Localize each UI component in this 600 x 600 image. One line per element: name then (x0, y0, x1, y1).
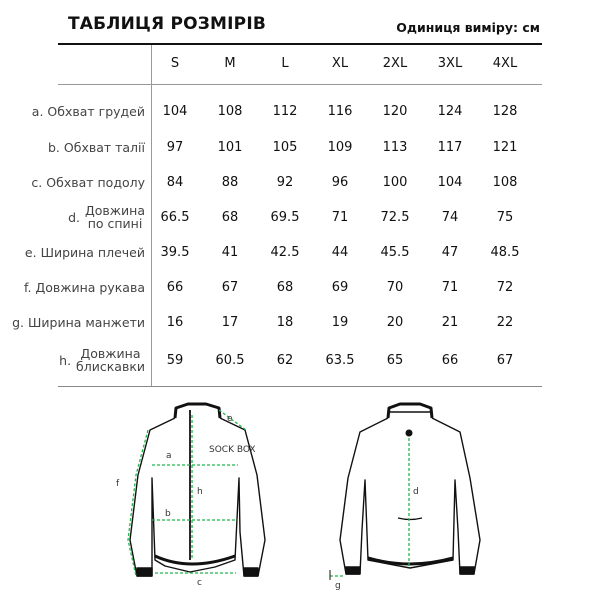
back-cuff-left (346, 567, 360, 574)
table-cell: 22 (496, 315, 514, 330)
table-cell: 72 (496, 280, 514, 295)
table-cell: 108 (492, 175, 518, 190)
row-letter: h. (59, 352, 72, 368)
front-cuff-left (137, 568, 152, 576)
table-cell: 71 (441, 280, 459, 295)
table-cell: 44 (331, 245, 349, 260)
table-cell: 18 (276, 315, 294, 330)
unit-note: Одиниця виміру: см (396, 20, 540, 35)
table-cell: 128 (492, 104, 518, 119)
table-cell: 100 (382, 175, 408, 190)
table-cell: 48.5 (490, 245, 520, 260)
table-cell: 120 (382, 104, 408, 119)
table-cell: 69.5 (270, 210, 300, 225)
table-cell: 108 (217, 104, 243, 119)
table-cell: 104 (162, 104, 188, 119)
table-cell: 62 (276, 353, 294, 368)
table-cell: 68 (221, 210, 239, 225)
table-cell: 20 (386, 315, 404, 330)
size-header-l: L (281, 56, 289, 71)
size-header-s: S (170, 56, 180, 71)
table-cell: 124 (437, 104, 463, 119)
label-g: g (335, 581, 341, 591)
row-label-line1: Довжина (85, 203, 145, 218)
table-cell: 66.5 (160, 210, 190, 225)
table-cell: 71 (331, 210, 349, 225)
size-header-2xl: 2XL (382, 56, 408, 71)
table-cell: 66 (166, 280, 184, 295)
table-cell: 97 (166, 140, 184, 155)
row-letter: g. (12, 315, 25, 330)
table-cell: 116 (327, 104, 353, 119)
row-letter: e. (24, 245, 37, 260)
back-pocket (398, 518, 422, 520)
back-collar (388, 404, 432, 418)
row-label-text: Ширина манжети (28, 315, 145, 330)
size-header-4xl: 4XL (492, 56, 518, 71)
row-label-text: Довжина рукава (35, 280, 145, 295)
row-label-line1: Довжина (80, 346, 141, 361)
table-cell: 63.5 (325, 353, 355, 368)
table-cell: 104 (437, 175, 463, 190)
table-cell: 47 (441, 245, 459, 260)
label-b: b (165, 509, 171, 519)
table-cell: 67 (496, 353, 514, 368)
row-label-line2: по спині (87, 216, 143, 231)
table-cell: 88 (221, 175, 239, 190)
label-d: d (413, 487, 419, 497)
front-cuff-right (244, 568, 258, 576)
back-body-outline (340, 418, 480, 574)
front-hem (155, 556, 235, 564)
table-cell: 92 (276, 175, 294, 190)
row-label-line2: блискавки (76, 359, 145, 374)
row-label-text: Обхват грудей (47, 104, 145, 119)
table-cell: 105 (272, 140, 298, 155)
row-label-text: Обхват подолу (46, 175, 145, 190)
table-cell: 96 (331, 175, 349, 190)
label-f: f (116, 479, 120, 489)
table-cell: 65 (386, 353, 404, 368)
row-letter: b. (47, 140, 60, 155)
table-cell: 45.5 (380, 245, 410, 260)
brand-mark: SOCK BOX (209, 445, 256, 455)
table-cell: 69 (331, 280, 349, 295)
front-collar (175, 404, 220, 418)
back-cuff-right (460, 567, 474, 574)
front-body-outline (130, 418, 265, 576)
label-a: a (166, 451, 172, 461)
table-cell: 101 (217, 140, 243, 155)
table-cell: 112 (272, 104, 298, 119)
row-letter: d. (68, 209, 80, 225)
table-cell: 72.5 (380, 210, 410, 225)
label-h: h (197, 487, 203, 497)
table-cell: 17 (221, 315, 239, 330)
page-title: ТАБЛИЦЯ РОЗМІРІВ (68, 14, 267, 34)
table-cell: 84 (166, 175, 184, 190)
row-label-text: Обхват талії (63, 140, 145, 155)
table-cell: 109 (327, 140, 353, 155)
row-letter: c. (31, 175, 43, 190)
table-cell: 74 (441, 210, 459, 225)
row-letter: a. (31, 104, 44, 119)
table-cell: 41 (221, 245, 239, 260)
table-cell: 70 (386, 280, 404, 295)
row-letter: f. (24, 280, 32, 295)
table-cell: 121 (492, 140, 518, 155)
table-cell: 75 (496, 210, 514, 225)
label-c: c (197, 578, 202, 588)
back-logo-dot (406, 430, 413, 437)
back-jacket (340, 404, 480, 574)
size-header-xl: XL (331, 56, 349, 71)
table-cell: 39.5 (160, 245, 190, 260)
size-header-3xl: 3XL (437, 56, 463, 71)
size-header-m: M (224, 56, 236, 71)
table-cell: 42.5 (270, 245, 300, 260)
table-cell: 117 (437, 140, 463, 155)
table-cell: 113 (382, 140, 408, 155)
table-cell: 59 (166, 353, 184, 368)
table-cell: 66 (441, 353, 459, 368)
table-cell: 19 (331, 315, 349, 330)
row-label-text: Ширина плечей (40, 245, 145, 260)
table-cell: 21 (441, 315, 459, 330)
table-cell: 16 (166, 315, 184, 330)
label-e: e (227, 414, 233, 424)
back-measures (330, 438, 409, 576)
table-cell: 68 (276, 280, 294, 295)
table-cell: 67 (221, 280, 239, 295)
table-cell: 60.5 (215, 353, 245, 368)
front-measures (128, 410, 246, 576)
measure-f (128, 430, 148, 576)
